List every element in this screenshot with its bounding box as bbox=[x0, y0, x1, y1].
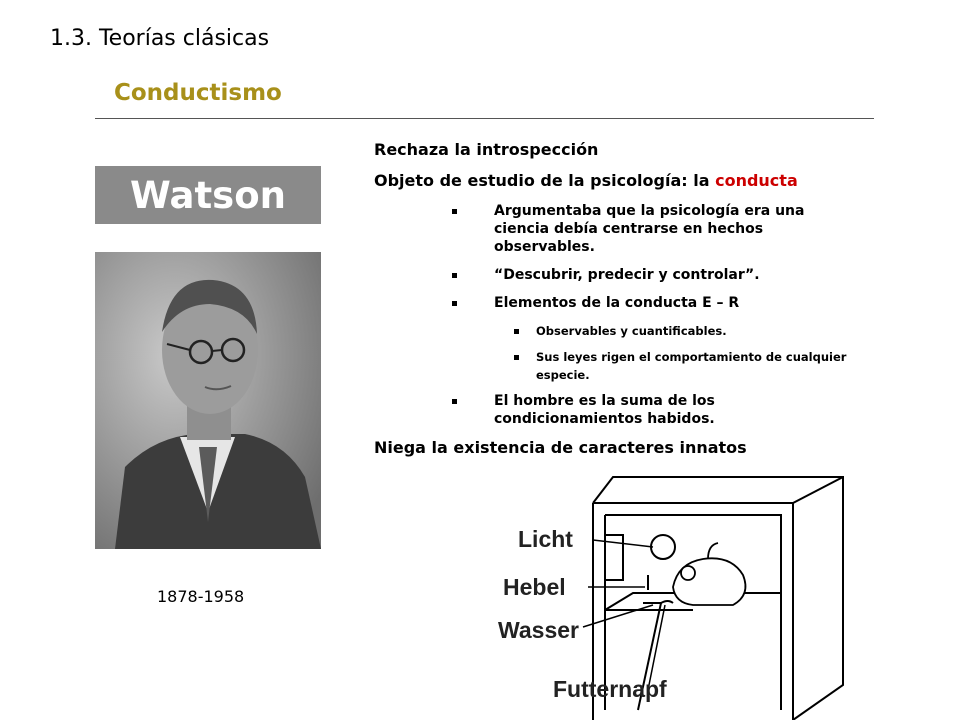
bullet-square-icon bbox=[514, 329, 519, 334]
bullet-square-icon bbox=[452, 209, 457, 214]
portrait-photo bbox=[95, 252, 321, 549]
skinner-box-diagram bbox=[493, 475, 873, 720]
slide-subtitle: Conductismo bbox=[114, 80, 282, 106]
bullet-square-icon bbox=[452, 399, 457, 404]
label-futternapf: Futternapf bbox=[553, 676, 667, 702]
sub-bullet-item: Observables y cuantificables. bbox=[374, 322, 894, 340]
bullet-item: El hombre es la suma de los condicionamientos habidos. bbox=[374, 392, 894, 428]
content-list bbox=[374, 140, 894, 469]
point-introspection: Rechaza la introspección bbox=[374, 140, 599, 159]
highlight-conducta: conducta bbox=[715, 171, 798, 190]
person-name: Watson bbox=[130, 173, 286, 217]
life-years: 1878-1958 bbox=[157, 587, 245, 606]
bullet-item: Elementos de la conducta E – R bbox=[374, 294, 894, 312]
section-title: 1.3. Teorías clásicas bbox=[50, 26, 270, 51]
sub-bullet-item: Sus leyes rigen el comportamiento de cualquier especie. bbox=[374, 348, 894, 384]
point-innate: Niega la existencia de caracteres innatos bbox=[374, 438, 747, 457]
name-box bbox=[95, 166, 321, 224]
bullet-item: Argumentaba que la psicología era una ciencia debía centrarse en hechos observables. bbox=[374, 202, 894, 256]
point-object-of-study: Objeto de estudio de la psicología: la conducta bbox=[374, 171, 798, 190]
label-licht: Licht bbox=[518, 526, 573, 552]
bullet-square-icon bbox=[514, 355, 519, 360]
label-hebel: Hebel bbox=[503, 574, 566, 600]
bullet-square-icon bbox=[452, 301, 457, 306]
bullet-square-icon bbox=[452, 273, 457, 278]
label-wasser: Wasser bbox=[498, 617, 579, 643]
bullet-item: “Descubrir, predecir y controlar”. bbox=[374, 266, 894, 284]
divider bbox=[95, 118, 874, 119]
